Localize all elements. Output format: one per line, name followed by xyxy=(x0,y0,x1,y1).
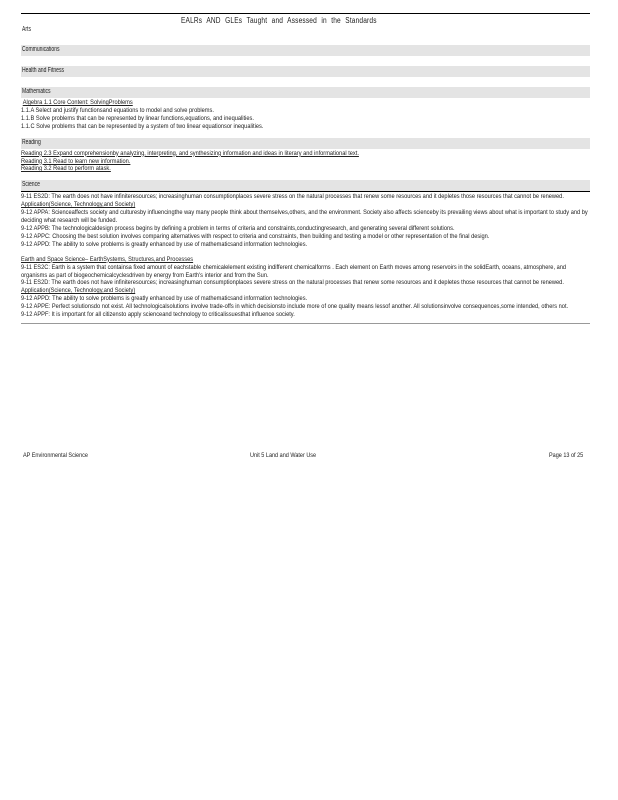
math-line: 1.1.C Solve problems that can be represented by a system of two linear equationsor inequalities. xyxy=(21,122,264,130)
science-line: 9-11 ES2D: The earth does not have infiniteresources; increasinghuman consumptionplaces severe stress on the natural processes that renew some resources and it depletes those resources that cannot be renewed. xyxy=(21,279,564,287)
spacer xyxy=(21,56,590,66)
science-line: 9-12 APPC: Choosing the best solution involves comparing alternatives with respect to criteria and constraints, then building and testing a model or other representation of the final design. xyxy=(21,232,490,240)
spacer xyxy=(21,35,590,45)
reading-line: Reading 3.1 Read to learn new information. xyxy=(21,157,131,165)
section-health: Health and Fitness xyxy=(21,66,590,77)
science-content xyxy=(21,192,590,324)
section-arts: Arts xyxy=(22,26,31,33)
page-footer xyxy=(21,452,590,462)
reading-content xyxy=(21,149,590,174)
footer-page-number: Page 13 of 25 xyxy=(549,452,584,459)
science-line: 9-12 APPB: The technologicaldesign process begins by defining a problem in terms of criteria and constraints,conductingresearch, and generating several different solutions. xyxy=(21,224,455,232)
spacer xyxy=(21,173,590,180)
math-line: 1.1.A Select and justify functionsand equations to model and solve problems. xyxy=(21,106,214,114)
page-title: EALRs AND GLEs Taught and Assessed in the Standards xyxy=(181,16,377,25)
footer-course: AP Environmental Science xyxy=(23,452,88,459)
science-subheading: Application(Science, Technology,and Society) xyxy=(21,287,136,295)
science-line: 9-12 APPF: It is important for all citizensto apply scienceand technology to criticalissuesthat influence society. xyxy=(21,311,295,319)
reading-line: Reading 2.3 Expand comprehensionby analyzing, interpreting, and synthesizing information and ideas in literary and informational text. xyxy=(21,149,359,157)
science-line: 9-12 APPD: The ability to solve problems is greatly enhanced by use of mathematicsand information technologies. xyxy=(21,240,308,248)
science-line: 9-12 APPD: The ability to solve problems is greatly enhanced by use of mathematicsand information technologies. xyxy=(21,295,308,303)
section-science: Science xyxy=(21,180,590,192)
spacer xyxy=(21,131,590,138)
title-row xyxy=(21,13,590,35)
reading-line: Reading 3.2 Read to perform atask. xyxy=(21,165,111,173)
footer-unit: Unit 5 Land and Water Use xyxy=(250,452,317,459)
science-subheading: Application(Science, Technology,and Society) xyxy=(21,201,136,209)
section-reading: Reading xyxy=(21,138,590,149)
spacer xyxy=(21,77,590,87)
science-line: 9-12 APPA: Scienceaffects society and culturesby influencingthe way many people think about themselves,others, and the environment. Society also affects scienceby its prevailing views about what is important to study and by deciding what research will be funded. xyxy=(21,209,588,225)
science-line: 9-11 ES2C: Earth is a system that containsa fixed amount of eachstable chemicalelement existing indifferent chemicalforms . Each element on Earth moves among reservoirs in the solidEarth, oceans, atmosphere, and organisms as part of biogeochemicalcyclesdriven by energy from Earth's interior and from the Sun. xyxy=(21,263,567,279)
section-communications: Communications xyxy=(21,45,590,56)
science-line: 9-12 APPE: Perfect solutionsdo not exist. All technologicalsolutions involve trade-offs in which decisionsto include more of one quality means lessof another. All solutionsinvolve consequences,some intended, others not. xyxy=(21,303,569,311)
math-line: 1.1.B Solve problems that can be represented by linear functions,equations, and inequalities. xyxy=(21,114,254,122)
section-mathematics: Mathematics xyxy=(21,87,590,98)
standards-table xyxy=(21,13,590,324)
math-core-heading: Algebra 1.1 Core Content: SolvingProblems xyxy=(22,99,133,106)
spacer xyxy=(21,249,590,256)
math-content xyxy=(21,98,590,131)
science-subheading: Earth and Space Science– EarthSystems, Structures,and Processes xyxy=(21,255,194,263)
science-line: 9-11 ES2D: The earth does not have infiniteresources; increasinghuman consumptionplaces severe stress on the natural processes that renew some resources and it depletes those resources that cannot be renewed. xyxy=(21,193,564,201)
